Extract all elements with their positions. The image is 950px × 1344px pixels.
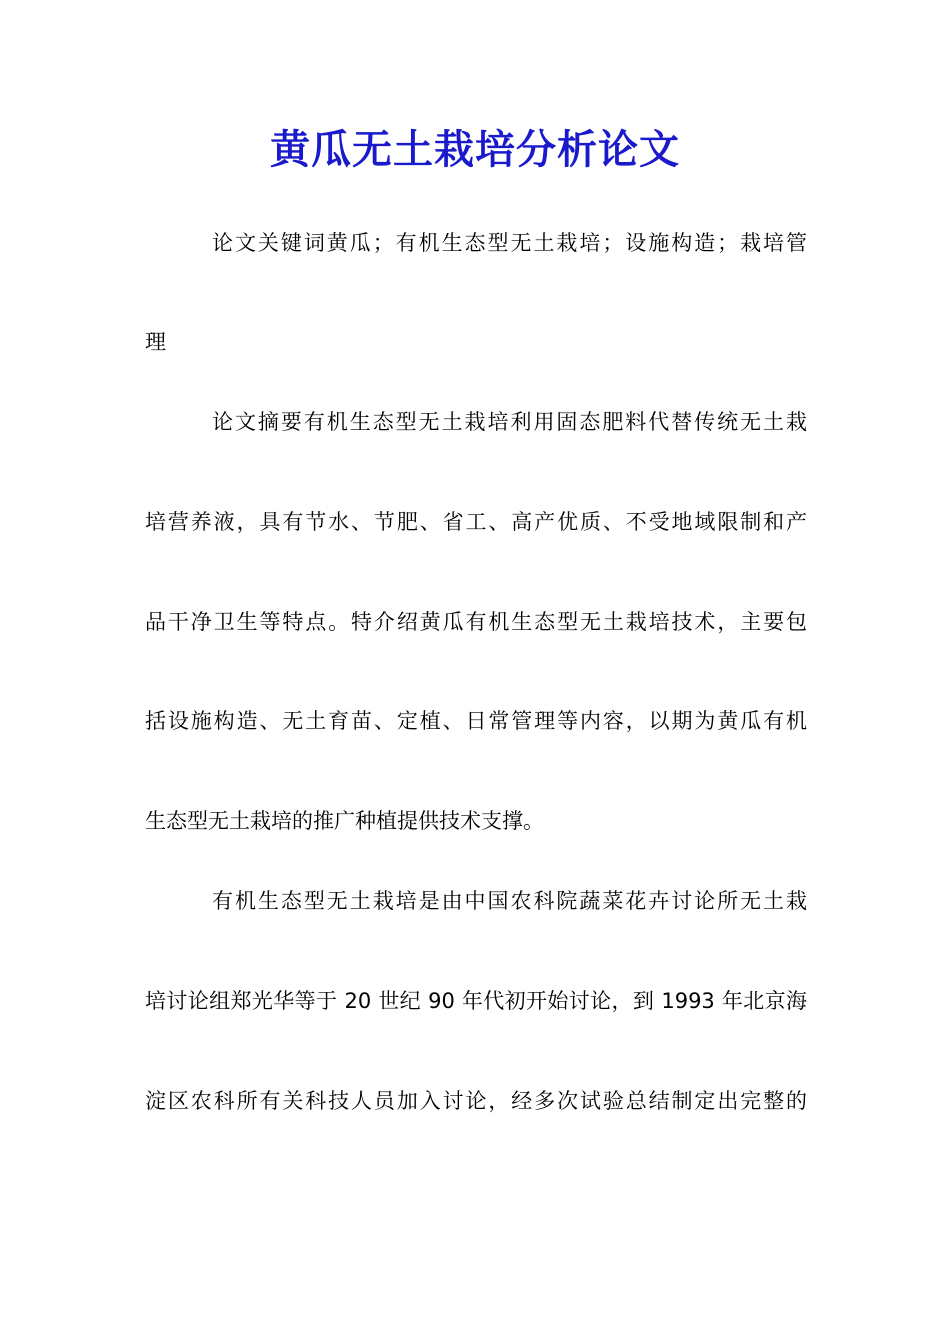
abstract-line-4: 括设施构造、无土育苗、定植、日常管理等内容，以期为黄瓜有机 (145, 709, 807, 733)
body-line-1: 有机生态型无土栽培是由中国农科院蔬菜花卉讨论所无土栽 (212, 889, 807, 913)
body-line-2: 培讨论组郑光华等于 20 世纪 90 年代初开始讨论，到 1993 年北京海 (145, 989, 807, 1013)
keywords-line-1: 论文关键词黄瓜；有机生态型无土栽培；设施构造；栽培管 (212, 231, 807, 255)
abstract-line-2: 培营养液，具有节水、节肥、省工、高产优质、不受地域限制和产 (145, 510, 807, 534)
body-line-3: 淀区农科所有关科技人员加入讨论，经多次试验总结制定出完整的 (145, 1089, 807, 1113)
abstract-line-1: 论文摘要有机生态型无土栽培利用固态肥料代替传统无土栽 (212, 410, 807, 434)
abstract-line-5: 生态型无土栽培的推广种植提供技术支撑。 (145, 809, 544, 833)
document-title: 黄瓜无土栽培分析论文 (270, 126, 680, 173)
keywords-line-2: 理 (145, 330, 166, 354)
abstract-line-3: 品干净卫生等特点。特介绍黄瓜有机生态型无土栽培技术，主要包 (145, 610, 807, 634)
